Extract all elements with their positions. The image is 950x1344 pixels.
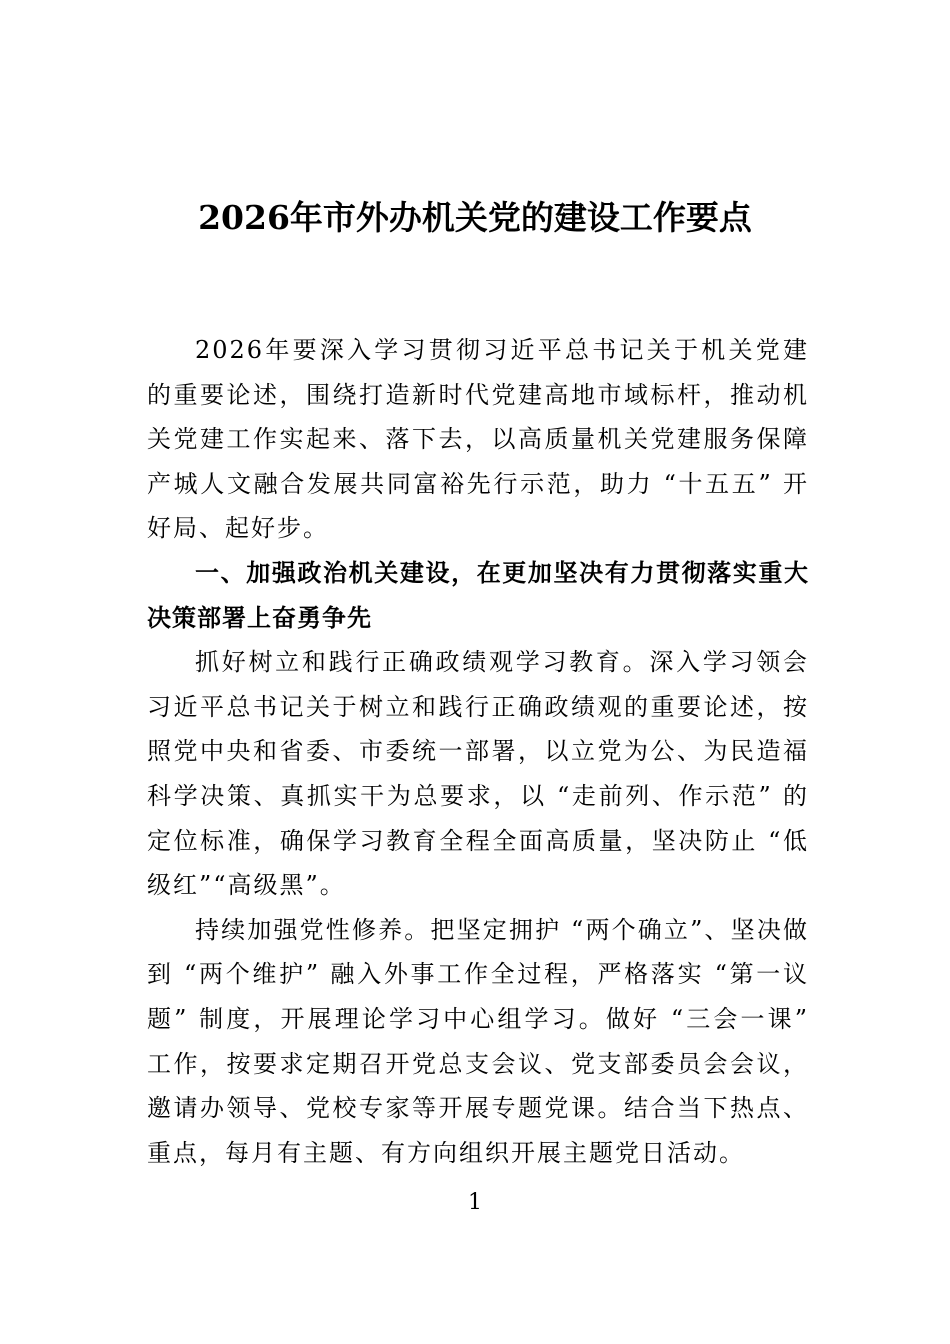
section-1-paragraph-1: 抓好树立和践行正确政绩观学习教育。深入学习领会习近平总书记关于树立和践行正确政绩观的重要论述，按照党中央和省委、市委统一部署，以立党为公、为民造福科学决策、真抓实干为总要求，以 “走前列、作示范” 的定位标准，确保学习教育全程全面高质量，坚决防止 “低级红”“高级黑”。: [147, 648, 809, 900]
section-1-paragraph-2: 持续加强党性修养。把坚定拥护 “两个确立”、坚决做到 “两个维护” 融入外事工作全过程，严格落实 “第一议题” 制度，开展理论学习中心组学习。做好 “三会一课” 工作，按要求定期召开党总支会议、党支部委员会会议，邀请办领导、党校专家等开展专题党课。结合当下热点、重点，每月有主题、有方向组织开展主题党日活动。: [147, 915, 809, 1167]
page-number: 1: [468, 1190, 482, 1215]
section-heading-1: 一、加强政治机关建设，在更加坚决有力贯彻落实重大决策部署上奋勇争先: [147, 558, 809, 632]
document-body: [147, 328, 809, 1175]
document-title: 2026年市外办机关党的建设工作要点: [198, 198, 752, 237]
intro-paragraph: 2026年要深入学习贯彻习近平总书记关于机关党建的重要论述，围绕打造新时代党建高地市域标杆，推动机关党建工作实起来、落下去，以高质量机关党建服务保障产城人文融合发展共同富裕先行示范，助力 “十五五” 开好局、起好步。: [147, 336, 809, 543]
